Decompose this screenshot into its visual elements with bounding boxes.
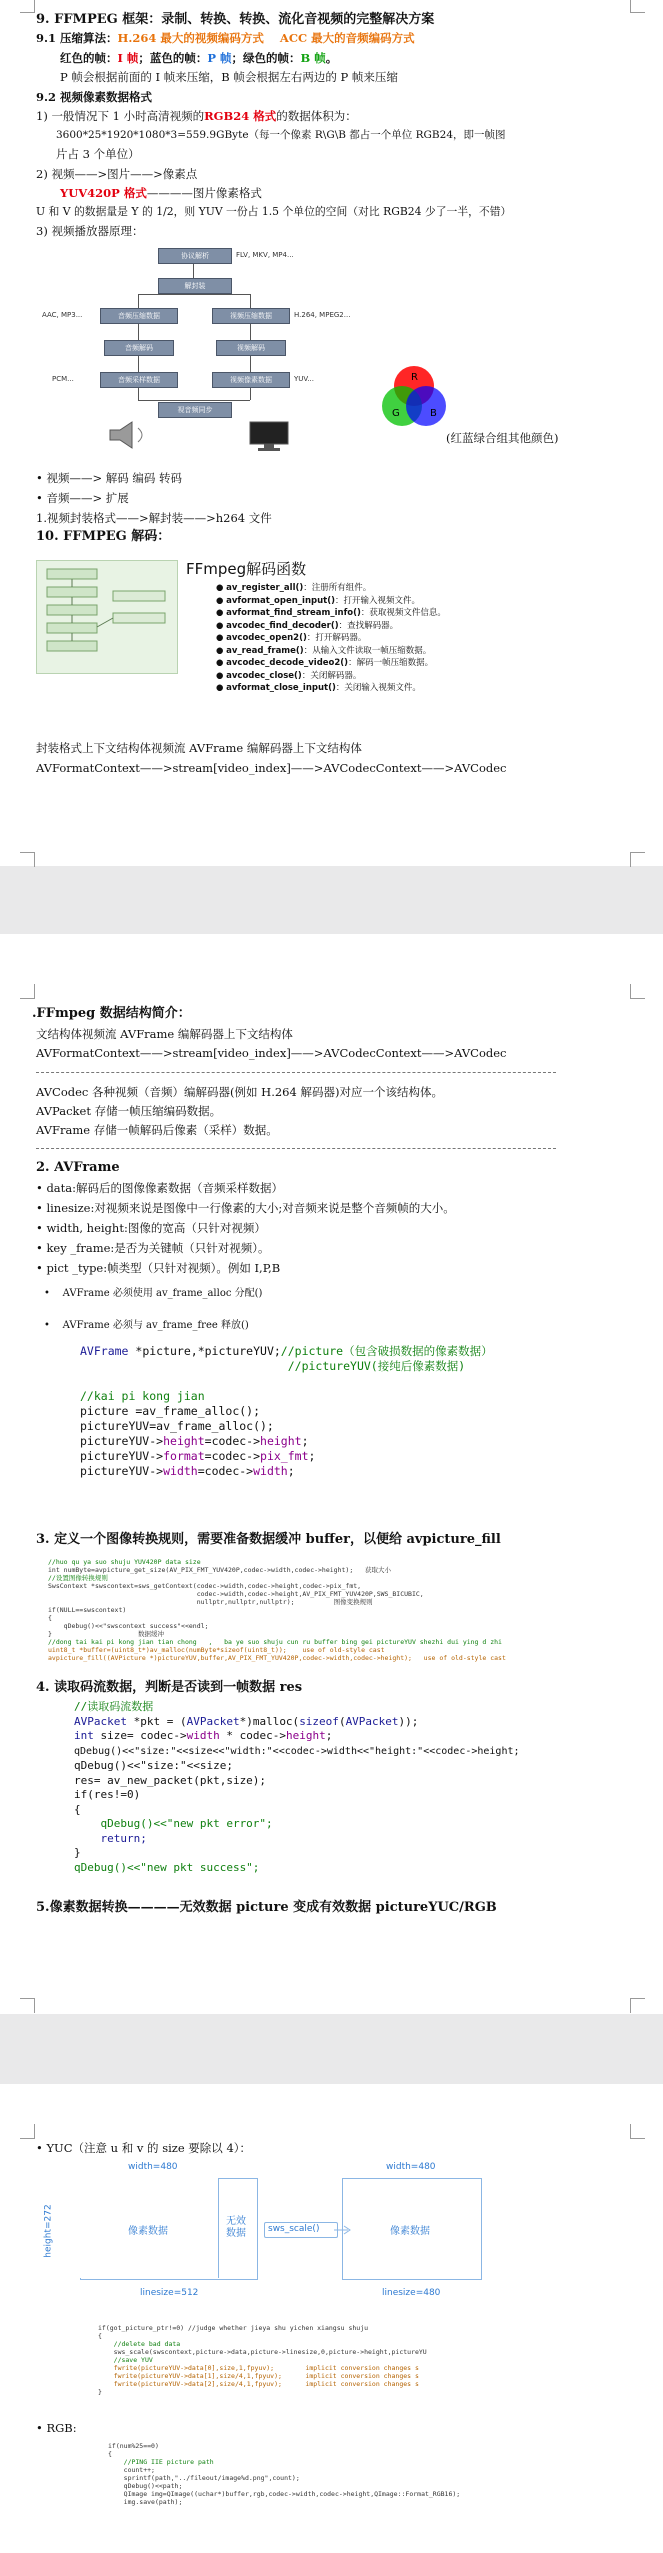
aac-text: ACC 最大的音频编码方式 (279, 31, 415, 45)
code-token: pictureYUV-> (80, 1434, 164, 1448)
crop-mark (630, 1998, 645, 2013)
code-token: )); (398, 1714, 419, 1728)
decode-flowchart-image (36, 560, 178, 674)
arrow (138, 324, 139, 340)
code-line: if(num%25==0) (108, 2442, 159, 2450)
bullet-icon: ● (216, 633, 227, 643)
ctx-chain-2: AVFormatContext——>stream[video_index]——>AVCodecContext——>AVCodec (36, 1046, 507, 1060)
ffmpeg-function-item (216, 595, 446, 608)
section-2-title: 2. AVFrame (36, 1160, 120, 1175)
bullet-icon: ● (216, 620, 227, 631)
code-line: qDebug()<<path; (108, 2482, 183, 2490)
function-name: avcodec_open2() (226, 633, 307, 643)
code-token: height (260, 1434, 302, 1448)
width-label-right: width=480 (386, 2162, 436, 2172)
frames-line (60, 50, 337, 66)
section-9-title: 9. FFMPEG 框架：录制、转换、转换、流化音视频的完整解决方案 (36, 12, 435, 27)
arrow (250, 324, 251, 340)
crop-mark (20, 2124, 35, 2139)
function-desc: ：关闭解码器。 (301, 670, 362, 681)
h264-label: H.264, MPEG2... (294, 311, 351, 319)
dashed-divider (36, 1148, 556, 1149)
function-desc: ：解码一帧压缩数据。 (348, 658, 434, 668)
code-screenshot-3 (44, 1554, 594, 1666)
ffmpeg-function-item (216, 670, 446, 683)
audio-decode-box: 音频解码 (104, 340, 174, 356)
uv-line: U 和 V 的数据量是 Y 的 1/2，则 YUV 一份占 1.5 个单位的空间（对比 RGB24 少了一半，不错） (36, 205, 512, 218)
sws-scale-label: sws_scale() (268, 2224, 320, 2234)
code-line: { (98, 2332, 102, 2340)
code-line: int numByte=avpicture_get_size(AV_PIX_FMT_YUV420P,codec->width,codec->height); 获取大小 (48, 1566, 391, 1574)
code-line: qDebug()<<"new pkt success"; (74, 1860, 260, 1874)
code-token: AVPacket (74, 1714, 127, 1728)
video-compressed-box: 视频压缩数据 (212, 308, 290, 324)
code-block-avframe (80, 1344, 493, 1479)
avframe-line: AVFrame 存储一帧解码后像素（采样）数据。 (36, 1123, 278, 1137)
bullet-free-text: AVFrame 必须与 av_frame_free 释放() (62, 1320, 249, 1331)
code-screenshot-rgb (106, 2440, 526, 2540)
code-token: ; (301, 1434, 309, 1448)
code-line: qDebug()<<"size:"<<size; (74, 1759, 233, 1772)
linesize-label-left: linesize=512 (140, 2288, 199, 2298)
code-screenshot-rgb-text (108, 2442, 460, 2506)
field-linesize: • linesize:对视频来说是图像中一行像素的大小;对音频来说是整个音频帧的大小。 (36, 1201, 455, 1215)
i-frame: I 帧 (117, 51, 139, 65)
yuv-line (60, 185, 262, 201)
code-token: AVPacket (186, 1714, 240, 1728)
code-comment: //读取码流数据 (74, 1700, 154, 1713)
field-data: • data:解码后的图像像素数据（音频采样数据） (36, 1181, 284, 1195)
blue-frame-label: ；蓝色的帧： (138, 51, 208, 65)
yuv-rest: ————图片像素格式 (146, 186, 262, 200)
code-line: count++; (108, 2466, 155, 2474)
arrow (138, 294, 139, 308)
code-token: pix_fmt (260, 1449, 309, 1463)
code-token: sizeof (299, 1714, 339, 1728)
video-decode-box: 视频解码 (216, 340, 286, 356)
document-page-1 (0, 0, 663, 866)
width-label-left: width=480 (128, 2162, 178, 2172)
code-line: } (98, 2388, 102, 2396)
ffmpeg-function-item (216, 632, 446, 645)
s91-prefix: 9.1 压缩算法： (36, 31, 118, 45)
function-name: avcodec_decode_video2() (226, 658, 349, 668)
yuv-label: YUV... (294, 375, 314, 383)
yuv420p-label: YUV420P 格式 (60, 186, 147, 200)
crop-mark (20, 1998, 35, 2013)
code-token: ; (287, 1464, 295, 1478)
pixel-data-label-right: 像素数据 (390, 2226, 430, 2237)
height-label: height=272 (43, 2204, 54, 2258)
speaker-icon (108, 420, 154, 450)
arrow (138, 400, 250, 401)
item-2-line: 2) 视频——>图片——>像素点 (36, 167, 198, 181)
code-token: width (186, 1729, 220, 1742)
code-line: if(res!=0) (74, 1788, 141, 1801)
code-line: pictureYUV=av_frame_alloc(); (80, 1419, 274, 1433)
code-screenshot-3-text (48, 1558, 506, 1662)
bullet-alloc-text: AVFrame 必须使用 av_frame_alloc 分配() (62, 1288, 263, 1299)
code-line: } (74, 1846, 81, 1859)
crop-mark (20, 984, 35, 999)
ffmpeg-function-item (216, 645, 446, 658)
audio-compressed-box: 音频压缩数据 (100, 308, 178, 324)
item-1-calc-2: 片占 3 个单位） (56, 147, 140, 161)
section-9-2-title: 9.2 视频像素数据格式 (36, 90, 153, 104)
code-token: ; (308, 1449, 316, 1463)
code-line: fwrite(pictureYUV->data[1],size/4,1,fpyuv); implicit conversion changes s (98, 2372, 419, 2380)
code-line: fwrite(pictureYUV->data[2],size/4,1,fpyuv); implicit conversion changes s (98, 2380, 419, 2388)
code-line: qDebug()<<"new pkt error"; (74, 1817, 273, 1830)
code-line: } 数据缓冲 (48, 1630, 165, 1638)
code-token: AVPacket (345, 1714, 399, 1728)
function-desc: ：打开解码器。 (306, 633, 367, 643)
code-token: format (163, 1449, 205, 1463)
ffmpeg-function-list (216, 582, 446, 695)
video-raw-box: 视频像素数据 (212, 372, 290, 388)
field-width-height: • width, height:图像的宽高（只针对视频） (36, 1221, 266, 1235)
code-token: =codec-> (204, 1449, 261, 1463)
code-line: avpicture_fill((AVPicture *)pictureYUV,buffer,AV_PIX_FMT_YUV420P,codec->width,codec->height); use of old-style cast (48, 1654, 506, 1662)
ctx-line: 封装格式上下文结构体视频流 AVFrame 编解码器上下文结构体 (36, 741, 362, 755)
crop-mark (630, 852, 645, 867)
flowchart-thumbnail (37, 561, 177, 673)
monitor-icon (248, 420, 290, 452)
function-name: av_read_frame() (226, 645, 304, 656)
item-1-calc: 3600*25*1920*1080*3=559.9GByte（每一个像素 R\G\B 都占一个单位 RGB24，即一帧图 (56, 129, 506, 141)
arrow (250, 388, 251, 400)
rgb24-label: RGB24 格式 (204, 109, 277, 123)
function-desc: ：查找解码器。 (338, 620, 399, 631)
demux-box: 解封装 (158, 278, 232, 294)
ctx-chain: AVFormatContext——>stream[video_index]——>AVCodecContext——>AVCodec (36, 761, 507, 775)
bullet-icon: ● (216, 670, 227, 681)
code-line: if(NULL==swscontext) (48, 1606, 127, 1614)
function-name: avformat_find_stream_info() (226, 608, 361, 618)
rgb-line: • RGB: (36, 2421, 77, 2435)
file-chain: 1.视频封装格式——>解封装——>h264 文件 (36, 511, 272, 525)
code-line: fwrite(pictureYUV->data[0],size,1,fpyuv); implicit conversion changes s (98, 2364, 419, 2372)
bullet-icon: ● (216, 583, 227, 593)
sws-scale-diagram (40, 2160, 488, 2308)
rgb-letter-r: R (411, 372, 418, 383)
code-token: *)malloc( (239, 1714, 300, 1728)
function-desc: ：从输入文件读取一帧压缩数据。 (303, 645, 432, 656)
code-token: *pkt = ( (126, 1714, 187, 1728)
b-frame: B 帧 (300, 51, 326, 65)
arrow (138, 356, 139, 372)
code-token: =codec-> (197, 1464, 254, 1478)
section-9-1-line (36, 30, 415, 46)
section-5-title: 5.像素数据转换————无效数据 picture 变成有效数据 pictureYUC/RGB (36, 1900, 497, 1915)
code-line: //save YUV (98, 2356, 153, 2364)
code-token: ; (325, 1729, 333, 1742)
arrow (250, 294, 251, 308)
item1-a: 1) 一般情况下 1 小时高清视频的 (36, 109, 205, 123)
code-screenshot-yuv (96, 2322, 516, 2402)
bullet-icon: ● (216, 683, 227, 693)
code-token: width (163, 1464, 198, 1478)
arrow (138, 294, 250, 295)
arrow (138, 388, 139, 400)
protocol-box: 协议解析 (158, 248, 232, 264)
bullet-free: • AVFrame 必须与 av_frame_free 释放() (44, 1320, 249, 1331)
code-token: int (74, 1729, 94, 1742)
code-line: SwsContext *swscontext=sws_getContext(codec->width,codec->height,codec->pix_fmt, (48, 1582, 362, 1590)
code-comment: //pictureYUV(接纯后像素数据) (287, 1359, 466, 1373)
code-line: { (108, 2450, 112, 2458)
pixel-data-label-left: 像素数据 (128, 2226, 168, 2237)
code-token: height (285, 1729, 326, 1742)
code-line: //delete bad data (98, 2340, 181, 2348)
code-line: nullptr,nullptr,nullptr); 图像变换规则 (48, 1598, 373, 1606)
code-line: uint8_t *buffer=(uint8_t*)av_malloc(numByte*sizeof(uint8_t)); use of old-style cast (48, 1646, 385, 1654)
code-line: img.save(path); (108, 2498, 183, 2506)
field-key-frame: • key _frame:是否为关键帧（只针对视频）。 (36, 1241, 270, 1255)
code-line: //huo qu ya suo shuju YUV420P data size (48, 1558, 201, 1566)
code-token: pictureYUV-> (80, 1449, 164, 1463)
function-name: avformat_close_input() (226, 683, 336, 693)
aac-label: AAC, MP3... (42, 311, 83, 319)
audio-chain: • 音频——> 扩展 (36, 491, 129, 505)
crop-mark (20, 852, 35, 867)
bullet-icon: ● (216, 658, 227, 668)
protocol-sub: FLV, MKV, MP4... (236, 251, 294, 259)
code-block-read-packet (74, 1700, 520, 1875)
code-comment: //kai pi kong jian (80, 1389, 205, 1403)
bullet-icon: ● (216, 595, 227, 606)
field-pict-type: • pict _type:帧类型（只针对视频）。例如 I,P,B (36, 1261, 281, 1275)
document-page-3 (0, 2084, 663, 2553)
code-comment: //picture（包含破损数据的像素数据） (280, 1344, 493, 1358)
crop-mark (630, 0, 645, 13)
rgb-letter-g: G (392, 408, 400, 419)
section-4-title: 4. 读取码流数据，判断是否读到一帧数据 res (36, 1680, 303, 1695)
ffmpeg-function-item (216, 582, 446, 595)
avpacket-line: AVPacket 存储一帧压缩编码数据。 (36, 1104, 222, 1118)
invalid-data-label: 无效 数据 (226, 2216, 246, 2239)
code-line: res= av_new_packet(pkt,size); (74, 1773, 267, 1787)
code-line: QImage img=QImage((uchar*)buffer,rgb,codec->width,codec->height,QImage::Format_RGB16); (108, 2490, 461, 2498)
section-3-title: 3. 定义一个图像转换规则，需要准备数据缓冲 buffer，以便给 avpicture_fill (36, 1532, 501, 1547)
code-line: { (74, 1802, 81, 1816)
code-token: height (163, 1434, 205, 1448)
sync-box: 视音频同步 (158, 402, 232, 418)
ctx-line-2: 文结构体视频流 AVFrame 编解码器上下文结构体 (36, 1027, 293, 1041)
ffmpeg-function-item (216, 607, 446, 620)
code-line: picture =av_frame_alloc(); (80, 1404, 261, 1418)
code-token: width (253, 1464, 288, 1478)
dashed-divider (36, 1072, 556, 1073)
bullet-alloc: • AVFrame 必须使用 av_frame_alloc 分配() (44, 1288, 263, 1299)
section-ffmpeg-struct-title: .FFmpeg 数据结构简介： (32, 1006, 191, 1021)
bullet-icon: ● (216, 645, 227, 656)
crop-mark (630, 2124, 645, 2139)
code-line: sws_scale(swscontext,picture->data,picture->linesize,0,picture->height,pictureYU (98, 2348, 427, 2356)
code-line: //PING IIE picture path (108, 2458, 214, 2466)
function-desc: ：打开输入视频文件。 (334, 595, 420, 606)
code-line: return; (74, 1831, 147, 1845)
player-flow-diagram (38, 242, 368, 462)
function-name: avcodec_close() (226, 670, 302, 681)
red-frame-label: 红色的帧： (60, 51, 118, 65)
code-token: =codec-> (204, 1434, 261, 1448)
crop-mark (630, 984, 645, 999)
code-token: pictureYUV-> (80, 1464, 164, 1478)
code-line: qDebug()<<"swscontext success"<<endl; (48, 1622, 209, 1630)
function-desc: ：注册所有组件。 (303, 583, 372, 593)
item-1-line (36, 108, 357, 124)
pb-frame-line: P 帧会根据前面的 I 帧来压缩，B 帧会根据左右两边的 P 帧来压缩 (60, 70, 398, 84)
green-frame-label: ；绿色的帧： (231, 51, 301, 65)
frames-end: 。 (325, 51, 338, 65)
ffmpeg-function-item (216, 682, 446, 695)
function-name: av_register_all() (226, 583, 304, 593)
code-token: * codec-> (219, 1729, 286, 1742)
item-3-line: 3) 视频播放器原理： (36, 224, 144, 238)
rgb-letter-b: B (430, 408, 437, 419)
audio-raw-box: 音频采样数据 (100, 372, 178, 388)
code-line: //设置图像转换规则 (48, 1574, 108, 1582)
code-line: if(got_picture_ptr!=0) //judge whether jieya shu yichen xiangsu shuju (98, 2324, 369, 2332)
ffmpeg-function-item (216, 620, 446, 633)
section-10-title: 10. FFMPEG 解码： (36, 529, 171, 544)
rgb-circles-icon (376, 360, 452, 436)
rgb-caption: (红蓝绿合组其他颜色) (446, 431, 559, 445)
code-token: AVFrame (80, 1344, 129, 1358)
code-line: //dong tai kai pi kong jian tian chong , ba ye suo shuju cun ru buffer bing gei pictureYUV shezhi dui ying d zhi (48, 1638, 502, 1646)
code-token: size= codec-> (93, 1729, 187, 1742)
document-page-2 (0, 934, 663, 2014)
video-chain: • 视频——> 解码 编码 转码 (36, 471, 183, 485)
code-line: qDebug()<<"size:"<<size<<"width:"<<codec->width<<"height:"<<codec->height; (74, 1745, 520, 1757)
linesize-label-right: linesize=480 (382, 2288, 441, 2298)
code-line: codec->width,codec->height,AV_PIX_FMT_YUV420P,SWS_BICUBIC, (48, 1590, 424, 1598)
code-line: { (48, 1614, 52, 1622)
pcm-label: PCM... (52, 375, 74, 383)
h264-text: H.264 最大的视频编码方式 (117, 31, 264, 45)
code-screenshot-yuv-text (98, 2324, 427, 2396)
code-token: ( (338, 1714, 346, 1728)
item1-b: 的数据体积为： (276, 109, 357, 123)
code-line: sprintf(path,"../fileout/image%d.png",count); (108, 2474, 300, 2482)
arrow (193, 264, 194, 278)
function-desc: ：获取视频文件信息。 (360, 608, 446, 618)
ffmpeg-function-item (216, 657, 446, 670)
ffmpeg-funcs-title: FFmpeg解码函数 (186, 560, 307, 578)
function-name: avcodec_find_decoder() (226, 620, 339, 631)
yuc-line: • YUC（注意 u 和 v 的 size 要除以 4）： (36, 2141, 252, 2155)
function-desc: ：关闭输入视频文件。 (335, 683, 421, 693)
bullet-icon: ● (216, 608, 227, 618)
arrow (250, 356, 251, 372)
crop-mark (20, 0, 35, 13)
p-frame: P 帧 (207, 51, 232, 65)
avcodec-line: AVCodec 各种视频（音频）编解码器(例如 H.264 解码器)对应一个该结构体。 (36, 1085, 443, 1099)
code-token: *picture,*pictureYUV; (128, 1344, 281, 1358)
function-name: avformat_open_input() (226, 595, 335, 606)
